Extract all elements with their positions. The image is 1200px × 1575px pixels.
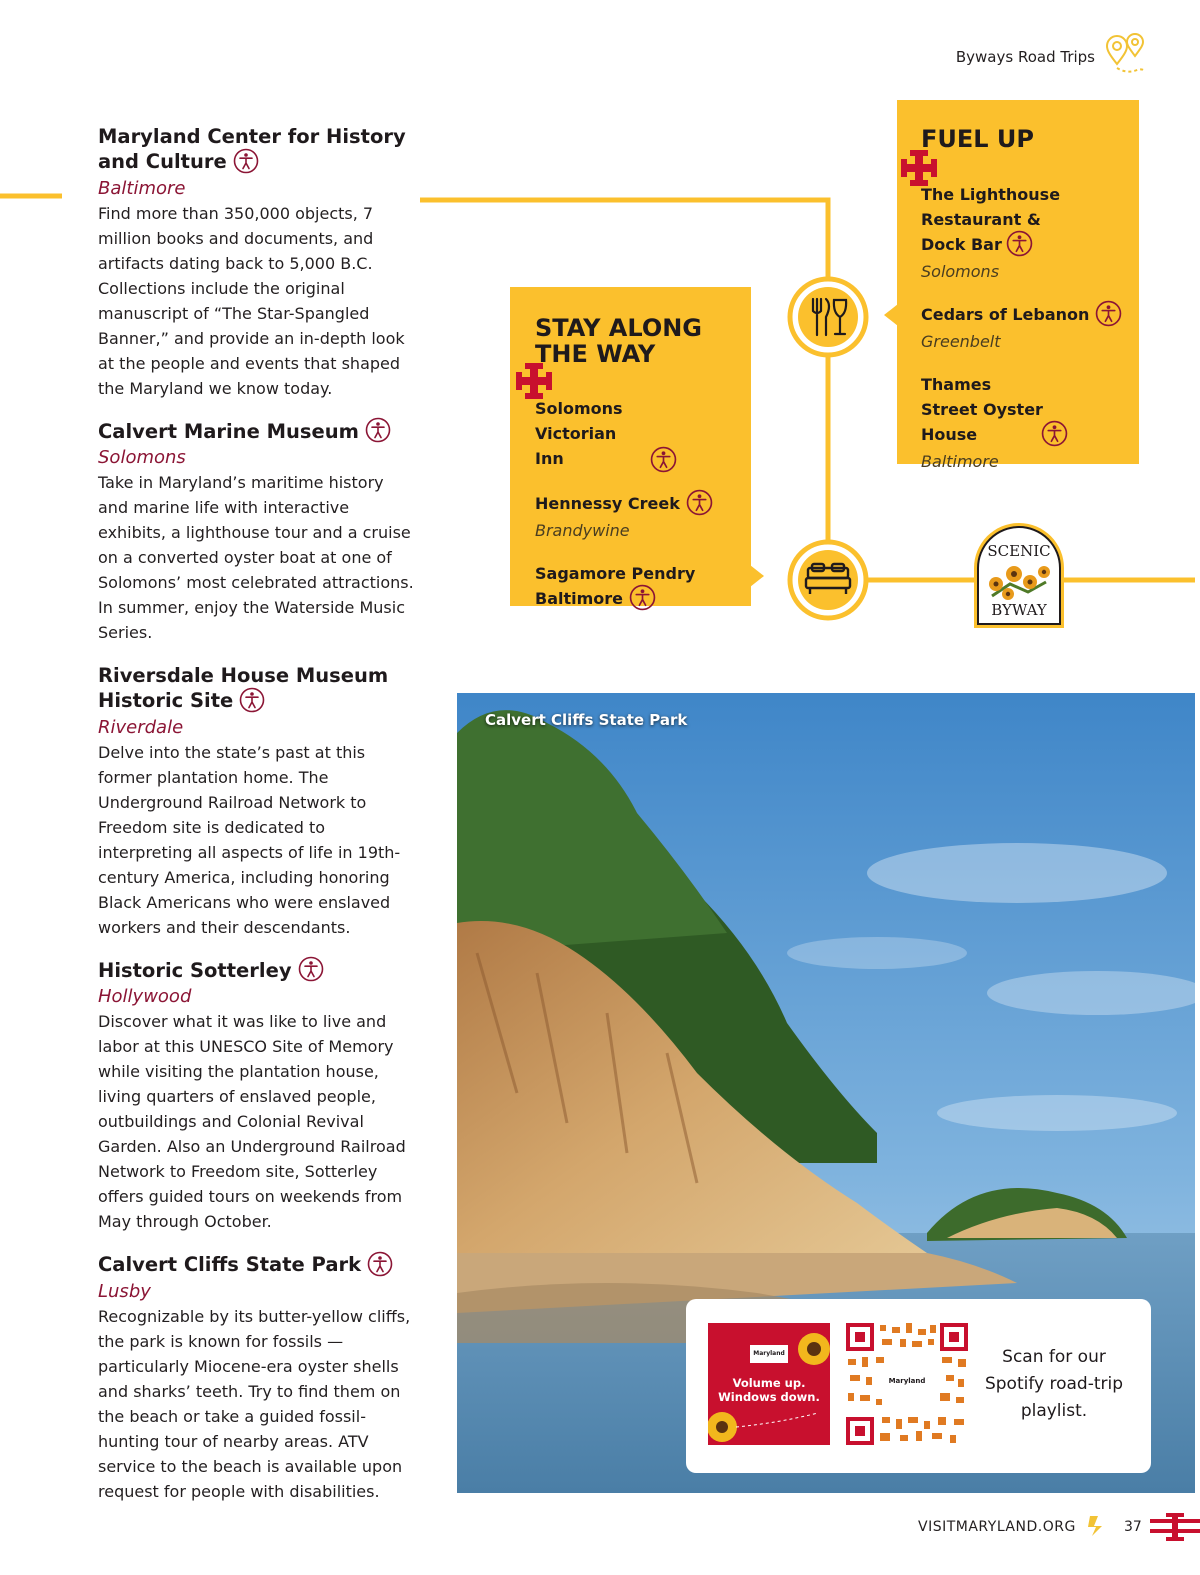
venue-location: Solomons: [98, 447, 186, 468]
venue-description: Find more than 350,000 objects, 7 million books and documents, and artifacts dating back to 5,000 B.C. Collections include the original manuscript of “The Star-Spangled Banner,” and provide an in-depth look at the people and events that shaped the Maryland we know today.: [98, 203, 405, 398]
fuel-item-name: The Lighthouse Restaurant & Dock Bar: [921, 185, 1061, 254]
venue-location: Riverdale: [98, 716, 184, 738]
stay-item-name: Hennessy Creek: [535, 494, 680, 513]
photo-caption: Calvert Cliffs State Park: [485, 711, 688, 729]
fuel-item: [921, 372, 1136, 474]
fuel-item-name: Thames Street Oyster House: [921, 375, 1043, 444]
footer-site-url[interactable]: VISITMARYLAND.ORG: [918, 1519, 1076, 1535]
fuel-box: [897, 100, 1139, 471]
accessibility-icon: [365, 417, 391, 443]
spotify-promo-tile: [708, 1323, 830, 1445]
stay-item-name: Sagamore Pendry: [535, 564, 696, 583]
fuel-item: [921, 302, 1136, 354]
venue-entry: [98, 958, 418, 1235]
running-head: Byways Road Trips: [955, 48, 1095, 66]
promo-brand: Maryland: [750, 1345, 788, 1363]
fuel-item-location: Solomons: [921, 262, 1000, 281]
stay-item-location: Baltimore: [535, 586, 745, 613]
accessibility-icon: [233, 148, 259, 174]
fuel-item: [921, 182, 1136, 284]
promo-text: Volume up. Windows down.: [718, 1376, 820, 1404]
venue-location: Hollywood: [98, 986, 192, 1007]
stay-item: [535, 396, 745, 473]
dining-icon: [786, 275, 870, 359]
qr-card: [686, 1299, 1151, 1473]
stay-title: STAY ALONG THE WAY: [535, 314, 703, 368]
scenic-sign-bottom: BYWAY: [991, 601, 1047, 619]
fuel-title: FUEL UP: [921, 125, 1035, 153]
stay-pointer: [750, 565, 766, 587]
fuel-item-name: Cedars of Lebanon: [921, 305, 1090, 324]
venue-description: Take in Maryland’s maritime history and marine life with interactive exhibits, a lighthouse tour and a cruise on a converted oyster boat at one of Solomons’ most celebrated attractions. In summer, enjoy the Waterside Music Series.: [98, 473, 414, 642]
accessibility-icon: [1095, 300, 1122, 327]
page-number: 37: [1124, 1519, 1142, 1535]
accessibility-icon: [1006, 230, 1033, 257]
venue-location: Lusby: [98, 1280, 151, 1302]
venue-title: Calvert Cliffs State Park: [98, 1252, 418, 1279]
qr-call-to-action: Scan for our Spotify road-trip playlist.: [984, 1347, 1124, 1421]
venue-description: Recognizable by its butter-yellow cliffs, the park is known for fossils — particularly Miocene-era oyster shells and sharks’ teeth. Try to find them on the beach or take a guided fossil-hunting tour of nearby areas. ATV service to the beach is available upon request for people with disabilities.: [98, 1306, 411, 1501]
scenic-sign-top: SCENIC: [987, 542, 1051, 560]
maryland-flag-icon: [1150, 1513, 1200, 1541]
venue-list: [98, 124, 418, 1522]
accessibility-icon: [650, 446, 677, 473]
calvert-cliffs-photo: [457, 693, 1195, 1493]
fuel-pointer: [882, 304, 898, 326]
venue-description: Delve into the state’s past at this former plantation home. The Underground Railroad Network to Freedom site is dedicated to interpreting all aspects of life in 19th-century America, including honoring Black Americans who were enslaved workers and their descendants.: [98, 742, 401, 937]
venue-entry: [98, 1252, 418, 1504]
venue-title: Historic Sotterley: [98, 958, 418, 985]
accessibility-icon: [367, 1251, 393, 1277]
fuel-item-location: Baltimore: [921, 452, 999, 471]
sunflower-logo-icon: [1086, 1514, 1108, 1538]
bed-icon: [786, 538, 870, 622]
fuel-item-location: Greenbelt: [921, 332, 1001, 351]
venue-title: Riversdale House Museum Historic Site: [98, 664, 389, 712]
venue-entry: [98, 419, 418, 646]
accessibility-icon: [239, 687, 265, 713]
stay-item-location: Brandywine: [535, 521, 630, 540]
qr-brand: Maryland: [888, 1377, 926, 1385]
venue-title: Maryland Center for History and Culture: [98, 125, 406, 173]
accessibility-icon: [298, 956, 324, 982]
venue-title: Calvert Marine Museum: [98, 419, 418, 446]
venue-entry: [98, 124, 418, 401]
venue-description: Discover what it was like to live and labor at this UNESCO Site of Memory while visiting the plantation house, living quarters of enslaved people, outbuildings and Colonial Revival Garden. Also an Underground Railroad Network to Freedom site, Sotterley offers guided tours on weekends from May through October.: [98, 1012, 406, 1231]
venue-entry: [98, 663, 418, 940]
venue-location: Baltimore: [98, 177, 186, 199]
scenic-byway-sign: [970, 522, 1068, 630]
stay-item: [535, 561, 745, 613]
stay-box: [510, 287, 751, 606]
stay-item-name: Solomons Victorian Inn: [535, 399, 623, 468]
stay-item: [535, 491, 745, 543]
accessibility-icon: [1041, 420, 1068, 447]
accessibility-icon: [686, 489, 713, 516]
accessibility-icon: [629, 584, 656, 611]
